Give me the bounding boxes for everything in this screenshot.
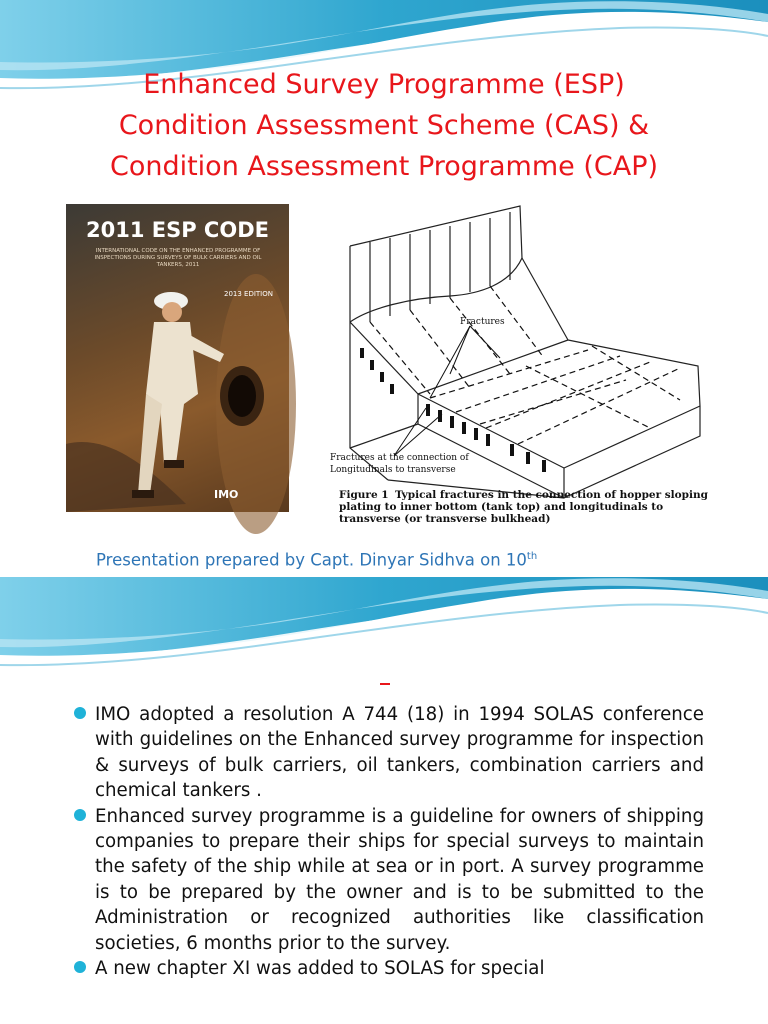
figure-caption-text: Typical fractures in the connection of hopper sloping plating to inner bottom (tank top) and longitudinals to transverse (or transverse bulkhead): [339, 489, 708, 525]
esp-code-cover-image: [66, 204, 289, 512]
imo-logo: IMO: [214, 488, 239, 501]
presenter-date-suffix: th: [526, 551, 538, 562]
list-item: [74, 956, 704, 981]
bullet-text: Enhanced survey programme is a guideline for owners of shipping companies to prepare their ships for special surveys to maintain the safety of the ship while at sea or in port. A survey programme is to be prepared by the owner and is to be submitted to the Administration or recognized authorities like classification societies, 6 months prior to the survey.: [95, 805, 704, 954]
title-placeholder-mark: [380, 683, 390, 685]
figure-label: Figure 1: [339, 489, 389, 501]
slide-2: [0, 577, 768, 1024]
list-item: [74, 804, 704, 956]
slide-title: [0, 64, 768, 187]
hopper-fracture-diagram: [330, 198, 718, 530]
fractures-label: Fractures: [460, 317, 505, 327]
bullet-icon: [74, 961, 86, 973]
title-line: Enhanced Survey Programme (ESP): [143, 69, 625, 100]
title-line: Condition Assessment Scheme (CAS) &: [118, 110, 650, 141]
bullet-icon: [74, 809, 86, 821]
bullet-text: IMO adopted a resolution A 744 (18) in 1994 SOLAS conference with guidelines on the Enhanced survey programme for inspection & surveys of bulk carriers, oil tankers, combination carriers and chemical tankers .: [95, 704, 704, 802]
cover-subtitle: INTERNATIONAL CODE ON THE ENHANCED PROGRAMME OF INSPECTIONS DURING SURVEYS OF BULK CARRIERS AND OIL TANKERS, 2011: [94, 248, 262, 268]
figure-caption: [339, 489, 719, 525]
cover-edition: 2013 EDITION: [223, 290, 273, 298]
bullet-list: [74, 702, 704, 981]
title-line: Condition Assessment Programme (CAP): [109, 151, 659, 182]
connection-label-line-1: Fractures at the connection of: [330, 453, 469, 463]
header-wave: [0, 577, 768, 667]
bullet-text: A new chapter XI was added to SOLAS for special: [95, 958, 545, 980]
bullet-icon: [74, 707, 86, 719]
connection-label-line-2: Longitudinals to transverse: [330, 465, 456, 475]
cover-title: 2011 ESP CODE: [86, 218, 269, 242]
presenter-text: Presentation prepared by Capt. Dinyar Sidhva on 10: [96, 550, 527, 570]
list-item: [74, 702, 704, 804]
